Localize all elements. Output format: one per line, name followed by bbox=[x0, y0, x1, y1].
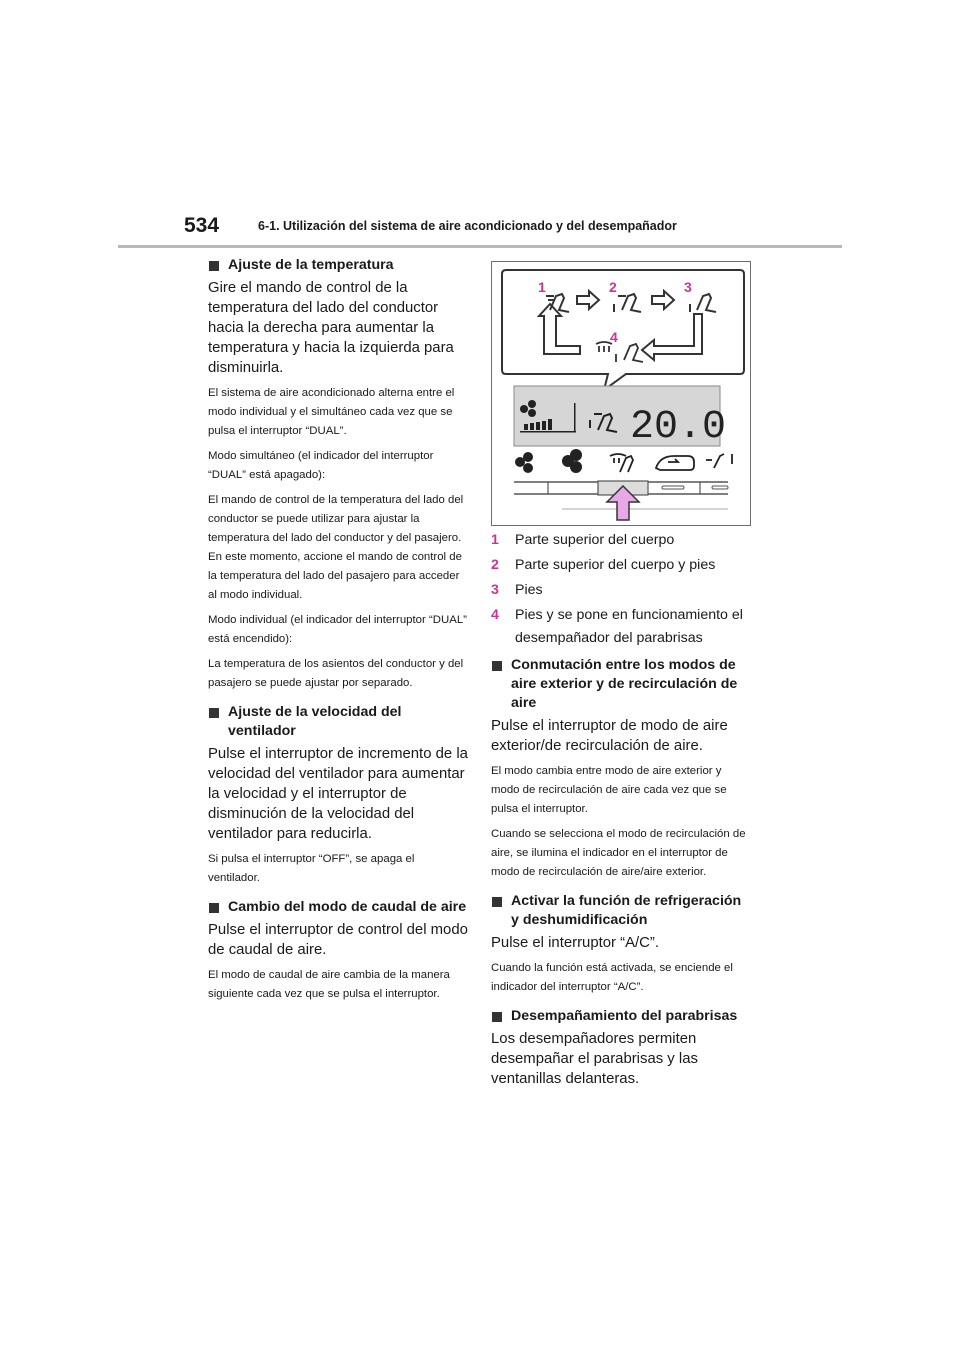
temperature-readout: 20.0 bbox=[630, 405, 727, 450]
right-column bbox=[491, 529, 751, 1095]
list-item bbox=[491, 579, 751, 602]
body-paragraph: Pulse el interruptor de control del modo de caudal de aire. bbox=[208, 922, 468, 958]
section-title-text: Ajuste de la temperatura bbox=[228, 257, 394, 273]
fan-up-icon bbox=[562, 449, 582, 473]
square-bullet-icon bbox=[209, 708, 219, 718]
button-indicator bbox=[662, 486, 684, 489]
list-text: Parte superior del cuerpo y pies bbox=[515, 557, 716, 573]
list-text: Pies bbox=[515, 582, 543, 598]
note-paragraph: El sistema de aire acondicionado alterna entre el modo individual y el simultáneo cada vez que se pulsa el interruptor “DUAL”. bbox=[208, 387, 455, 437]
section-title-ac bbox=[491, 892, 751, 930]
mode-label-3: 3 bbox=[684, 279, 692, 295]
note-paragraph: La temperatura de los asientos del conductor y del pasajero se puede ajustar por separado. bbox=[208, 658, 464, 689]
note-paragraph: El mando de control de la temperatura del lado del conductor se puede utilizar para ajustar la temperatura del lado del conductor y del pasajero. En este momento, accione el mando de control de la temperatura del lado del pasajero para acceder al modo individual. bbox=[208, 494, 464, 601]
list-number: 1 bbox=[491, 532, 499, 548]
body-paragraph: Los desempañadores permiten desempañar el parabrisas y las ventanillas delanteras. bbox=[491, 1031, 698, 1087]
section-title-recirculation bbox=[491, 656, 751, 713]
section-title-defog bbox=[491, 1007, 751, 1026]
list-text: Parte superior del cuerpo bbox=[515, 532, 675, 548]
body-paragraph: Pulse el interruptor “A/C”. bbox=[491, 935, 659, 951]
list-item bbox=[491, 529, 751, 552]
note-paragraph: Modo simultáneo (el indicador del interruptor “DUAL” está apagado): bbox=[208, 450, 434, 481]
list-item bbox=[491, 604, 751, 650]
square-bullet-icon bbox=[492, 1012, 502, 1022]
airflow-diagram bbox=[492, 262, 750, 525]
list-item bbox=[491, 554, 751, 577]
recirculation-icon bbox=[656, 456, 694, 470]
airflow-mode-figure bbox=[491, 261, 751, 526]
note-paragraph: Cuando la función está activada, se enciende el indicador del interruptor “A/C”. bbox=[491, 962, 733, 993]
body-paragraph: Gire el mando de control de la temperatura del lado del conductor hacia la derecha para aumentar la temperatura y hacia la izquierda para disminuirla. bbox=[208, 280, 454, 376]
section-title-text: Activar la función de refrigeración y deshumidificación bbox=[511, 893, 742, 928]
note-paragraph: El modo de caudal de aire cambia de la manera siguiente cada vez que se pulsa el interruptor. bbox=[208, 969, 450, 1000]
section-title-fan-speed bbox=[208, 703, 468, 741]
section-title-text: Ajuste de la velocidad del ventilador bbox=[228, 704, 402, 739]
list-number: 4 bbox=[491, 607, 499, 623]
section-title-text: Conmutación entre los modos de aire exterior y de recirculación de aire bbox=[511, 657, 738, 711]
mode-label-4: 4 bbox=[610, 329, 618, 345]
list-text: Pies y se pone en funcionamiento el desempañador del parabrisas bbox=[515, 607, 743, 646]
section-title-airflow-mode bbox=[208, 898, 468, 917]
square-bullet-icon bbox=[492, 661, 502, 671]
note-paragraph: El modo cambia entre modo de aire exterior y modo de recirculación de aire cada vez que se pulsa el interruptor. bbox=[491, 765, 727, 815]
square-bullet-icon bbox=[209, 261, 219, 271]
section-title-text: Desempañamiento del parabrisas bbox=[511, 1008, 738, 1024]
section-header: 6-1. Utilización del sistema de aire acondicionado y del desempañador bbox=[258, 219, 677, 233]
page-number: 534 bbox=[184, 214, 220, 237]
section-title-temperature bbox=[208, 256, 468, 275]
body-paragraph: Pulse el interruptor de incremento de la velocidad del ventilador para aumentar la velocidad y el interruptor de disminución de la velocidad del ventilador para reducirla. bbox=[208, 746, 468, 842]
header-divider bbox=[118, 245, 842, 248]
body-paragraph: Pulse el interruptor de modo de aire exterior/de recirculación de aire. bbox=[491, 718, 728, 754]
note-paragraph: Modo individual (el indicador del interruptor “DUAL” está encendido): bbox=[208, 614, 467, 645]
left-column bbox=[208, 256, 468, 1010]
square-bullet-icon bbox=[492, 897, 502, 907]
mode-label-1: 1 bbox=[538, 279, 546, 295]
list-number: 3 bbox=[491, 582, 499, 598]
note-paragraph: Cuando se selecciona el modo de recirculación de aire, se ilumina el indicador en el interruptor de modo de recirculación de aire/aire exterior. bbox=[491, 828, 746, 878]
square-bullet-icon bbox=[209, 903, 219, 913]
note-paragraph: Si pulsa el interruptor “OFF”, se apaga el ventilador. bbox=[208, 853, 415, 884]
button-indicator bbox=[712, 486, 728, 489]
fan-down-icon bbox=[515, 452, 533, 473]
section-title-text: Cambio del modo de caudal de aire bbox=[228, 899, 467, 915]
list-number: 2 bbox=[491, 557, 499, 573]
mode-button-icon bbox=[610, 454, 633, 472]
mode-label-2: 2 bbox=[609, 279, 617, 295]
seat-partial-icon bbox=[706, 454, 732, 468]
